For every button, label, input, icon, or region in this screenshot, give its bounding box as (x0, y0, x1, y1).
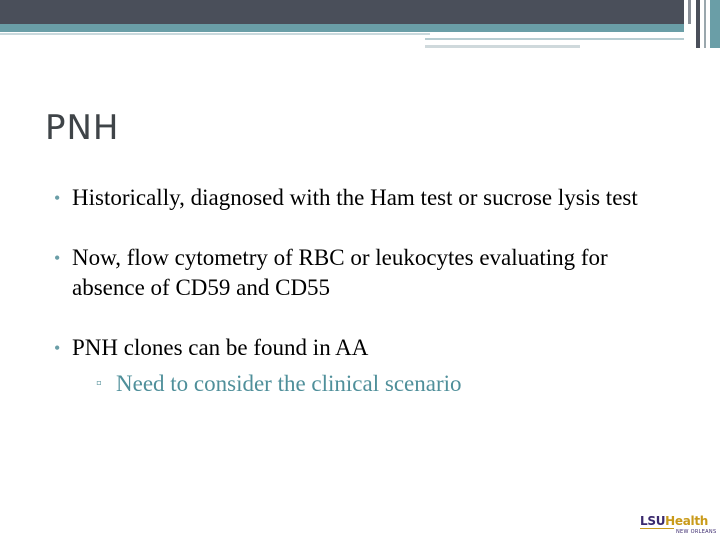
sub-bullet-square-icon: ▫ (96, 375, 102, 392)
bullet-text: PNH clones can be found in AA (72, 335, 369, 360)
bullet-item (50, 243, 650, 303)
logo-rule (640, 528, 674, 529)
sub-bullet-text: Need to consider the clinical scenario (116, 371, 462, 396)
bullet-text: Now, flow cytometry of RBC or leukocytes evaluating for absence of CD59 and CD55 (72, 245, 608, 300)
header-vertical-bar (696, 0, 700, 48)
header-accent-line (425, 38, 695, 40)
bullet-item (50, 333, 650, 399)
sub-bullet-item (72, 369, 650, 399)
logo-health-text: Health (665, 514, 709, 528)
bullet-item (50, 183, 650, 213)
header-vertical-bar (688, 0, 691, 24)
header-band-teal (0, 24, 720, 32)
header-vertical-bar (704, 0, 706, 48)
bullet-list (50, 183, 650, 399)
logo-wordmark (640, 515, 708, 527)
logo-location-text: NEW ORLEANS (676, 529, 717, 535)
bullet-text: Historically, diagnosed with the Ham test or sucrose lysis test (72, 185, 638, 210)
bullet-dot-icon: • (54, 338, 61, 358)
slide-title: PNH (45, 108, 120, 148)
header-accent-line (425, 45, 580, 48)
bullet-dot-icon: • (54, 188, 61, 208)
header-vertical-bar (710, 0, 720, 48)
logo-lsu-text: LSU (640, 514, 666, 528)
header-accent-line (0, 33, 430, 35)
bullet-dot-icon: • (54, 248, 61, 268)
lsu-health-logo (640, 515, 716, 539)
header-band-dark (0, 0, 720, 24)
header-vertical-bars (684, 0, 720, 48)
